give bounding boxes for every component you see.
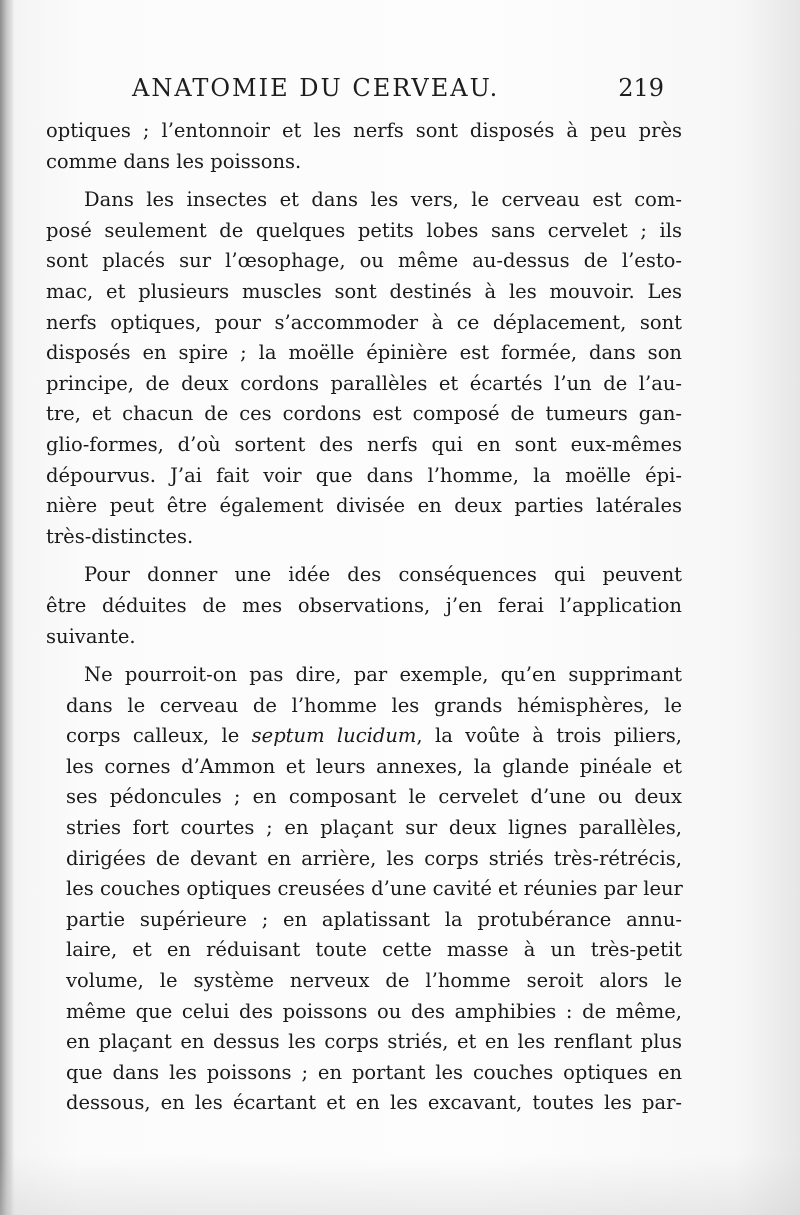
paragraph-4: [46, 660, 682, 1119]
text-line: que dans les poissons ; en portant les couches optiques en: [66, 1060, 682, 1084]
text-line: nière peut être également divisée en deux parties latérales: [46, 494, 682, 518]
page-gutter-shadow: [0, 0, 14, 1215]
text-line: dirigées de devant en arrière, les corps striés très-rétrécis,: [66, 846, 682, 870]
text-line: Dans les insectes et dans les vers, le cerveau est com-: [84, 188, 682, 212]
text-line: stries fort courtes ; en plaçant sur deux lignes parallèles,: [66, 816, 682, 840]
text-run: corps calleux, le: [66, 724, 252, 748]
page-header: [132, 74, 664, 114]
paragraph-3: [46, 560, 682, 652]
text-line: être déduites de mes observations, j’en ferai l’application: [46, 593, 682, 617]
paragraph-2: [46, 185, 682, 552]
text-line: dessous, en les écartant et en les excavant, toutes les par-: [66, 1091, 682, 1115]
text-line: glio-formes, d’où sortent des nerfs qui en sont eux-mêmes: [46, 432, 682, 456]
text-line: volume, le système nerveux de l’homme seroit alors le: [66, 969, 682, 993]
text-line: même que celui des poissons ou des amphibies : de même,: [66, 999, 682, 1023]
text-line: Pour donner une idée des conséquences qui peuvent: [84, 563, 682, 587]
text-line: mac, et plusieurs muscles sont destinés à les mouvoir. Les: [46, 279, 682, 303]
paragraph-1: [46, 116, 682, 177]
text-line: nerfs optiques, pour s’accommoder à ce déplacement, sont: [46, 310, 682, 334]
text-line: comme dans les poissons.: [46, 149, 302, 173]
page-number: 219: [618, 74, 664, 102]
text-line: posé seulement de quelques petits lobes sans cervelet ; ils: [46, 218, 682, 242]
text-line: très-distinctes.: [46, 524, 194, 548]
text-line: dans le cerveau de l’homme les grands hémisphères, le: [66, 693, 682, 717]
text-line-with-italic: [46, 721, 682, 752]
text-line: en plaçant en dessus les corps striés, et en les renflant plus: [66, 1030, 682, 1054]
text-line: principe, de deux cordons parallèles et écartés l’un de l’au-: [46, 371, 682, 395]
text-run: , la voûte à trois piliers,: [416, 724, 682, 748]
text-line: disposés en spire ; la moëlle épinière est formée, dans son: [46, 341, 682, 365]
text-line: tre, et chacun de ces cordons est composé de tumeurs gan-: [46, 402, 682, 426]
page-bottom-shadow: [0, 1155, 800, 1215]
text-line: dépourvus. J’ai fait voir que dans l’homme, la moëlle épi-: [46, 463, 682, 487]
text-line: optiques ; l’entonnoir et les nerfs sont disposés à peu près: [46, 119, 682, 142]
text-line: les cornes d’Ammon et leurs annexes, la glande pinéale et: [66, 754, 682, 778]
text-line: Ne pourroit-on pas dire, par exemple, qu’en supprimant: [84, 663, 682, 687]
italic-term: septum lucidum: [251, 724, 417, 748]
text-line: ses pédoncules ; en composant le cervelet d’une ou deux: [66, 785, 682, 809]
body-text: [46, 116, 682, 1127]
text-line: sont placés sur l’œsophage, ou même au-dessus de l’esto-: [46, 249, 682, 273]
text-line: les couches optiques creusées d’une cavité et réunies par leur: [66, 877, 683, 901]
text-line: laire, et en réduisant toute cette masse à un très-petit: [66, 938, 682, 962]
text-line: partie supérieure ; en aplatissant la protubérance annu-: [66, 907, 682, 931]
running-head: ANATOMIE DU CERVEAU.: [132, 74, 500, 102]
text-line: suivante.: [46, 624, 136, 648]
